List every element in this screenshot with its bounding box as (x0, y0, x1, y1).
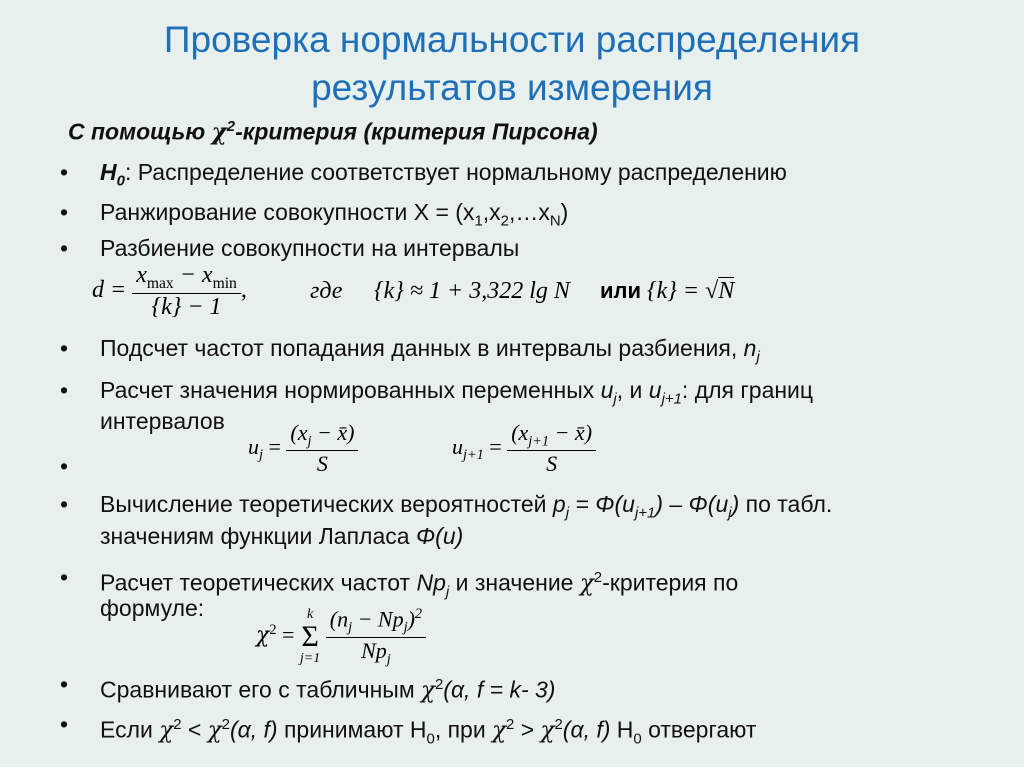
formula-d (92, 262, 247, 321)
decision-mid: , при (434, 716, 493, 743)
chi-symbol: χ (159, 717, 174, 744)
theor-text: Расчет теоретических частот (100, 569, 417, 596)
decision-reject: H (610, 716, 634, 743)
formula-uj1 (452, 420, 596, 477)
ranking-sep-1: ,x (482, 199, 501, 225)
uj1-num-sub: j+1 (528, 433, 550, 450)
ranking-sub-1: 1 (474, 212, 483, 230)
h0-text: : Распределение соответствует нормальному распределению (124, 159, 787, 185)
theor-np: Np (416, 569, 446, 596)
title-line-1: Проверка нормальности распределения (163, 19, 861, 60)
chi-num: (n (329, 606, 349, 632)
prob-rest3: ) (731, 491, 740, 517)
where-text: где (310, 278, 343, 304)
norm-u2: u (648, 377, 662, 403)
chi-den: Np (361, 637, 387, 663)
formula-where (310, 278, 342, 305)
formula-k-log (374, 278, 570, 305)
chi-symbol: χ (211, 118, 227, 146)
bullet: • (60, 453, 69, 479)
sum-sign: Σ (301, 620, 319, 654)
chi-lhs-sup: 2 (269, 621, 277, 638)
norm-end: : для границ (681, 377, 814, 403)
d-denominator: {k} − 1 (132, 293, 241, 321)
prob-text: Вычисление теоретических вероятностей (100, 491, 553, 517)
or-text: или (600, 278, 642, 303)
subtitle (68, 118, 598, 146)
uj-num: (x (290, 420, 308, 445)
chi-exponent: 2 (506, 716, 515, 733)
subtitle-text-end: -критерия (критерия Пирсона) (235, 118, 598, 145)
decision-gt: > (514, 716, 541, 743)
uj-fraction (286, 420, 358, 477)
d-num-x: x (136, 262, 147, 288)
freq-text: Подсчет частот попадания данных в интервалы разбиения, (100, 335, 744, 361)
prob-rest1: = Φ(u (569, 491, 635, 517)
norm-mid: , и (616, 377, 649, 403)
subtitle-text: С помощью (68, 118, 212, 145)
uj-den: S (286, 450, 358, 477)
decision-args: (α, f) (229, 716, 278, 743)
bullet: • (60, 711, 69, 737)
bullet: • (60, 159, 69, 185)
ranking-close: ) (560, 199, 569, 225)
chi-exponent: 2 (554, 716, 563, 733)
chi-num-sub1: j (348, 619, 353, 636)
chi-symbol: χ (579, 570, 594, 597)
d-comma: , (240, 276, 247, 303)
theor-mid: и значение (449, 569, 580, 596)
norm-text: Расчет значения нормированных переменных (100, 377, 601, 403)
prob-line2-italic: Φ(u) (415, 523, 464, 549)
chi-exponent: 2 (226, 118, 236, 135)
uj1-eq: = (489, 433, 502, 459)
chi-exponent: 2 (221, 716, 230, 733)
chi-exponent: 2 (173, 716, 182, 733)
bullet: • (60, 491, 69, 517)
chi-symbol: χ (207, 717, 222, 744)
sum-operator (300, 608, 320, 666)
freq-var: n (743, 335, 757, 361)
theor-np-sub: j (445, 583, 450, 601)
bullet: • (60, 564, 69, 590)
ranking-sub-2: 2 (500, 212, 509, 230)
chi-num-sub2: j (403, 619, 408, 636)
bullet: • (60, 199, 69, 225)
decision-sub0b: 0 (633, 730, 642, 748)
norm-u2-sub: j+1 (661, 390, 682, 408)
h0-label-sub: 0 (116, 172, 125, 190)
d-fraction (132, 262, 241, 321)
decision-reject-tail: отвергают (641, 716, 757, 743)
uj-num-sub: j (307, 433, 312, 450)
formula-uj (248, 420, 358, 477)
ranking-sub-n: N (549, 212, 561, 230)
compare-args: (α, f = k- 3) (443, 676, 556, 703)
bullet: • (60, 377, 69, 403)
uj-lhs: u (248, 433, 259, 459)
split-text: Разбиение совокупности на интервалы (100, 235, 520, 261)
chi-fraction (326, 606, 426, 668)
compare-text: Сравнивают его с табличным (100, 676, 422, 703)
sum-top: k (306, 607, 314, 623)
decision-accept: принимают H (277, 716, 427, 743)
norm-u1: u (600, 377, 614, 403)
uj-eq: = (268, 433, 281, 459)
sqrt-sign: √ (705, 278, 719, 304)
prob-tail: по табл. (739, 491, 833, 517)
decision-before: Если (100, 716, 160, 743)
ranking-text: Ранжирование совокупности X = (x (100, 199, 475, 225)
formula-chi-square (256, 606, 426, 668)
chi-num-close: ) (407, 606, 415, 632)
h0-label: H (100, 159, 117, 185)
uj1-lhs-sub: j+1 (463, 447, 484, 464)
chi-symbol: χ (540, 717, 555, 744)
k-sqrt-arg: N (718, 278, 735, 304)
uj1-num: (x (511, 420, 529, 445)
ranking-sep-2: ,…x (508, 199, 550, 225)
uj1-den: S (507, 450, 596, 477)
decision-args2: (α, f) (562, 716, 611, 743)
norm-u1-sub: j (613, 390, 617, 408)
uj-lhs-sub: j (259, 447, 263, 464)
d-num-minus: − x (173, 262, 213, 288)
uj1-lhs: u (452, 433, 463, 459)
chi-symbol: χ (421, 677, 435, 704)
d-num-max: max (146, 274, 174, 292)
chi-num-mid: − Np (352, 606, 404, 632)
k-sqrt-lhs: {k} = (647, 278, 700, 304)
decision-lt: < (181, 716, 208, 743)
bullet: • (60, 671, 69, 697)
uj1-num-rest: − x̄) (549, 420, 593, 445)
sum-bottom: j=1 (299, 651, 321, 667)
chi-exponent: 2 (434, 676, 444, 693)
d-num-min: min (212, 274, 237, 292)
slide-title (0, 16, 1024, 112)
prob-p: p (552, 491, 566, 517)
prob-line2: значениям функции Лапласа (100, 523, 416, 549)
norm-line2: интервалов (100, 408, 225, 434)
chi-eq: = (282, 622, 295, 648)
theor-line2: формуле: (100, 595, 205, 621)
title-line-2: результатов измерения (311, 67, 713, 108)
bullet: • (60, 235, 69, 261)
prob-sub3: j (728, 504, 732, 522)
chi-lhs: χ (256, 623, 270, 649)
d-lhs: d = (92, 276, 127, 303)
bullet: • (60, 335, 69, 361)
chi-exponent: 2 (593, 569, 603, 586)
prob-rest2: ) – Φ(u (655, 491, 729, 517)
prob-p-sub: j (565, 504, 570, 522)
uj1-fraction (507, 420, 596, 477)
prob-sub2: j+1 (634, 504, 656, 522)
chi-den-sub: j (386, 651, 391, 668)
chi-num-sup: 2 (414, 606, 423, 622)
decision-sub0: 0 (426, 730, 435, 748)
uj-num-rest: − x̄) (311, 420, 355, 445)
formula-k-sqrt (600, 278, 734, 305)
theor-after: -критерия по (602, 569, 739, 596)
k-log-expr: {k} ≈ 1 + 3,322 lg N (374, 278, 570, 304)
chi-symbol: χ (492, 717, 507, 744)
freq-var-sub: j (756, 348, 760, 366)
